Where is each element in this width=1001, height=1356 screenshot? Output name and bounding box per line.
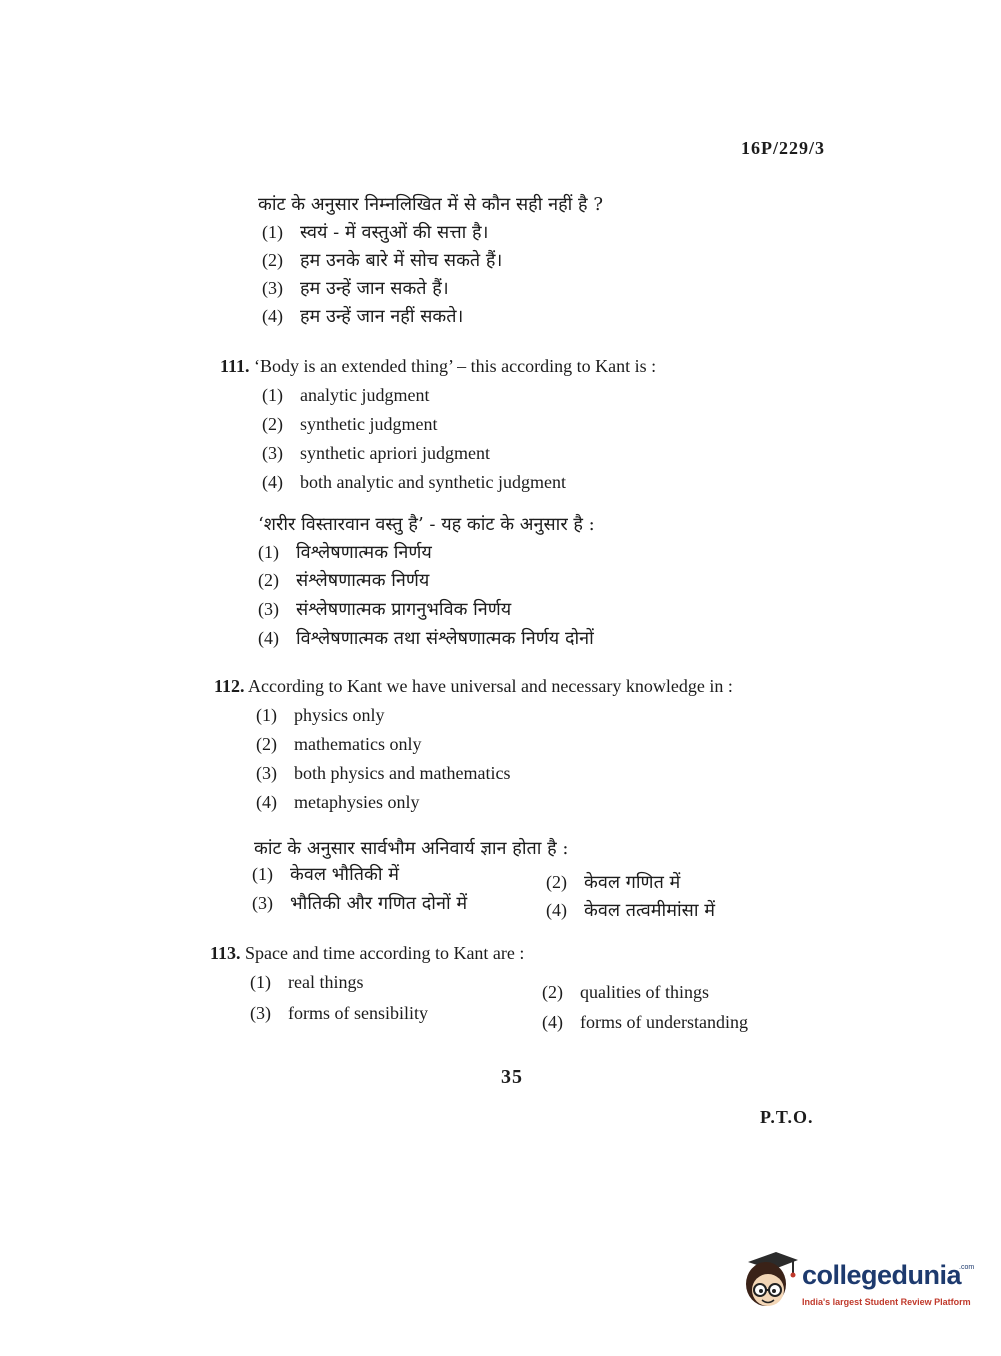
q110-hindi-option-4 xyxy=(262,304,463,328)
q111-hindi-option-4 xyxy=(258,626,594,650)
option-text: metaphysies only xyxy=(294,792,420,812)
option-number: (1) xyxy=(250,972,271,992)
option-number: (1) xyxy=(262,222,283,242)
option-text: हम उन्हें जान नहीं सकते। xyxy=(300,306,464,327)
collegedunia-mascot-logo-icon xyxy=(740,1248,800,1312)
option-number: (1) xyxy=(262,385,283,405)
q112-hindi-stem: कांट के अनुसार सार्वभौम अनिवार्य ज्ञान होता है : xyxy=(254,838,569,859)
pto-label: P.T.O. xyxy=(760,1107,814,1127)
q111-stem xyxy=(220,356,656,377)
option-number: (3) xyxy=(256,763,277,783)
q110-hindi-option-2 xyxy=(262,248,502,272)
paper-code: 16P/229/3 xyxy=(741,138,825,158)
option-number: (3) xyxy=(262,443,283,463)
option-text: analytic judgment xyxy=(300,385,430,405)
option-number: (1) xyxy=(258,542,279,562)
option-text: synthetic apriori judgment xyxy=(300,443,490,463)
question-number: 111. xyxy=(220,356,250,376)
option-text: केवल गणित में xyxy=(584,872,681,893)
option-number: (4) xyxy=(546,900,567,920)
option-text: real things xyxy=(288,972,364,992)
option-text: हम उनके बारे में सोच सकते हैं। xyxy=(300,250,503,271)
option-text: both analytic and synthetic judgment xyxy=(300,472,566,492)
q111-hindi-option-2 xyxy=(258,568,429,592)
q111-hindi-stem: ‘शरीर विस्तारवान वस्तु है’ - यह कांट के अनुसार है : xyxy=(258,514,595,535)
q111-hindi-option-3 xyxy=(258,597,511,621)
q112-hindi-option-3 xyxy=(252,891,467,915)
option-number: (2) xyxy=(262,414,283,434)
q112-option-2 xyxy=(256,734,421,755)
q110-hindi-option-3 xyxy=(262,276,449,300)
q110-hindi-option-1 xyxy=(262,220,488,244)
question-number: 112. xyxy=(214,676,245,696)
option-text: विश्लेषणात्मक तथा संश्लेषणात्मक निर्णय दोनों xyxy=(296,628,594,649)
option-text: संश्लेषणात्मक निर्णय xyxy=(296,570,430,591)
option-number: (2) xyxy=(256,734,277,754)
q111-option-4 xyxy=(262,472,566,493)
option-number: (2) xyxy=(262,250,283,270)
option-number: (4) xyxy=(262,306,283,326)
collegedunia-watermark xyxy=(740,1248,975,1318)
option-text: qualities of things xyxy=(580,982,709,1002)
q113-option-4 xyxy=(542,1012,748,1033)
option-text: संश्लेषणात्मक प्रागनुभविक निर्णय xyxy=(296,599,512,620)
q113-stem xyxy=(210,943,524,964)
option-text: synthetic judgment xyxy=(300,414,438,434)
q112-stem xyxy=(214,676,733,697)
option-number: (1) xyxy=(256,705,277,725)
q111-hindi-option-1 xyxy=(258,540,432,564)
question-text: Space and time according to Kant are : xyxy=(245,943,525,963)
q110-hindi-stem: कांट के अनुसार निम्नलिखित में से कौन सही नहीं है ? xyxy=(258,194,603,215)
q112-hindi-option-4 xyxy=(546,898,715,922)
q113-option-1 xyxy=(250,972,363,993)
q112-option-4 xyxy=(256,792,419,813)
option-text: forms of sensibility xyxy=(288,1003,428,1023)
option-text: both physics and mathematics xyxy=(294,763,511,783)
option-number: (3) xyxy=(262,278,283,298)
option-number: (3) xyxy=(258,599,279,619)
option-text: physics only xyxy=(294,705,385,725)
option-number: (4) xyxy=(262,472,283,492)
option-text: भौतिकी और गणित दोनों में xyxy=(290,893,468,914)
brand-suffix: .com xyxy=(959,1264,975,1271)
page-number: 35 xyxy=(501,1066,523,1088)
q111-option-2 xyxy=(262,414,437,435)
option-number: (2) xyxy=(546,872,567,892)
q113-option-2 xyxy=(542,982,709,1003)
question-text: According to Kant we have universal and necessary knowledge in : xyxy=(248,676,733,696)
option-number: (4) xyxy=(256,792,277,812)
q112-hindi-option-1 xyxy=(252,862,399,886)
option-number: (2) xyxy=(542,982,563,1002)
option-number: (2) xyxy=(258,570,279,590)
option-text: विश्लेषणात्मक निर्णय xyxy=(296,542,432,563)
q112-hindi-option-2 xyxy=(546,870,680,894)
q111-option-3 xyxy=(262,443,490,464)
option-number: (4) xyxy=(258,628,279,648)
q111-option-1 xyxy=(262,385,429,406)
question-text: ‘Body is an extended thing’ – this according to Kant is : xyxy=(254,356,657,376)
option-text: स्वयं - में वस्तुओं की सत्ता है। xyxy=(300,222,489,243)
q112-option-1 xyxy=(256,705,385,726)
brand-tagline: India's largest Student Review Platform xyxy=(802,1297,971,1307)
question-number: 113. xyxy=(210,943,241,963)
q112-option-3 xyxy=(256,763,510,784)
option-number: (3) xyxy=(250,1003,271,1023)
option-text: हम उन्हें जान सकते हैं। xyxy=(300,278,449,299)
option-number: (4) xyxy=(542,1012,563,1032)
option-text: forms of understanding xyxy=(580,1012,748,1032)
option-text: केवल तत्वमीमांसा में xyxy=(584,900,715,921)
brand-name: collegedunia xyxy=(802,1260,962,1290)
option-number: (3) xyxy=(252,893,273,913)
option-number: (1) xyxy=(252,864,273,884)
option-text: केवल भौतिकी में xyxy=(290,864,399,885)
option-text: mathematics only xyxy=(294,734,422,754)
q113-option-3 xyxy=(250,1003,428,1024)
